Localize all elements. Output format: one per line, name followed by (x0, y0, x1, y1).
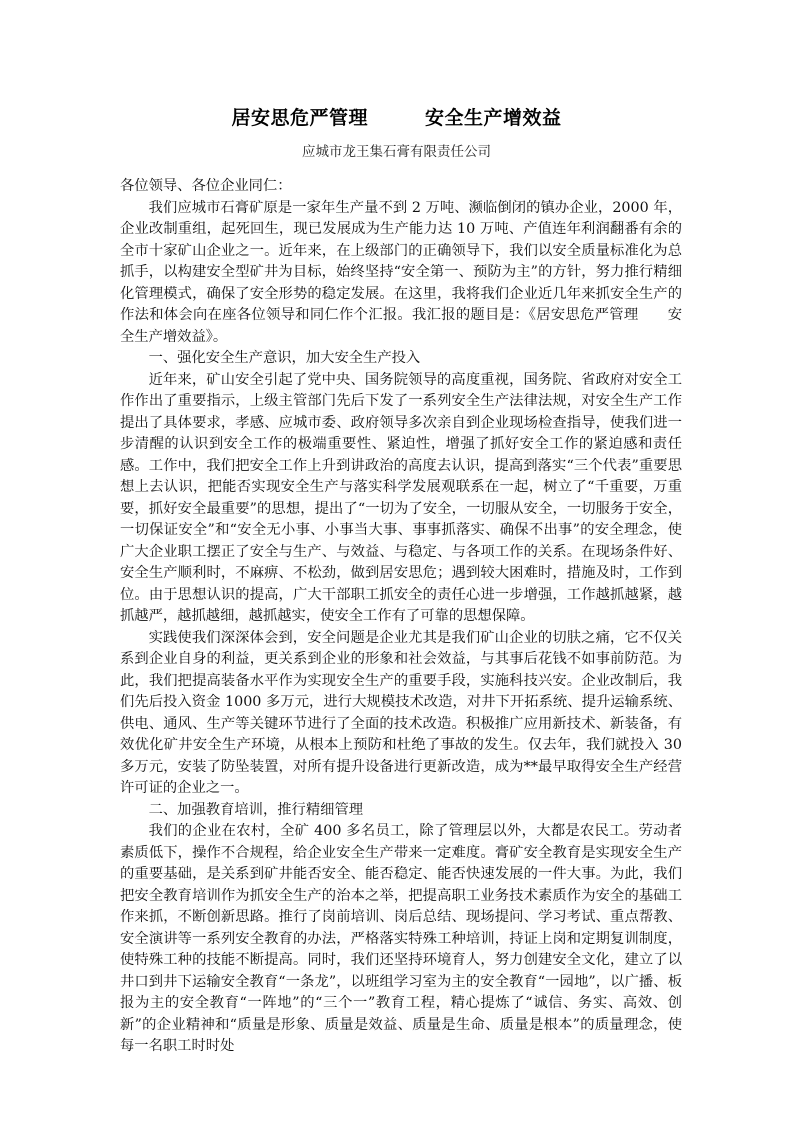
document-body (120, 176, 682, 1058)
salutation: 各位领导、各位企业同仁： (120, 178, 292, 194)
section-heading-1: 一、强化安全生产意识，加大安全生产投入 (148, 350, 421, 366)
document-subtitle-company: 应城市龙王集石膏有限责任公司 (302, 144, 491, 160)
paragraph-section1-investment: 实践使我们深深体会到，安全问题是企业尤其是我们矿山企业的切肤之痛，它不仅关系到企业自身的利益，更关系到企业的形象和社会效益，与其事后花钱不如事前防范。为此，我们把提高装备水平作为实现安全生产的重要手段，实施科技兴安。企业改制后，我们先后投入资金 1000 多万元，进行大规模技术改造，对井下开拓系统、提升运输系统、供电、通风、生产等关键环节进行了全面的技术改造。积极推广应用新技术、新装备，有效优化矿井安全生产环境，从根本上预防和杜绝了事故的发生。仅去年，我们就投入 30 多万元，安装了防坠装置，对所有提升设备进行更新改造，成为**最早取得安全生产经营许可证的企业之一。 (120, 629, 682, 796)
document-title: 居安思危严管理 安全生产增效益 (231, 107, 562, 129)
paragraph-intro: 我们应城市石膏矿原是一家年生产量不到 2 万吨、濒临倒闭的镇办企业，2000 年，企业改制重组，起死回生，现已发展成为生产能力达 10 万吨、产值连年利润翻番有余的全市十家矿山企业之一。近年来，在上级部门的正确领导下，我们以安全质量标准化为总抓手，以构建安全型矿井为目标，始终坚持“安全第一、预防为主”的方针，努力推行精细化管理模式，确保了安全形势的稳定发展。在这里，我将我们企业近几年来抓安全生产的作法和体会向在座各位领导和同仁作个汇报。我汇报的题目是：《居安思危严管理 安全生产增效益》。 (120, 199, 682, 345)
section-heading-2: 二、加强教育培训，推行精细管理 (148, 801, 364, 818)
paragraph-section1-awareness: 近年来，矿山安全引起了党中央、国务院领导的高度重视，国务院、省政府对安全工作作出了重要指示，上级主管部门先后下发了一系列安全生产法律法规，对安全生产工作提出了具体要求，孝感、应城市委、政府领导多次亲自到企业现场检查指导，使我们进一步清醒的认识到安全工作的极端重要性、紧迫性，增强了抓好安全工作的紧迫感和责任感。工作中，我们把安全工作上升到讲政治的高度去认识，提高到落实“三个代表”重要思想上去认识，把能否实现安全生产与落实科学发展观联系在一起，树立了“千重要，万重要，抓好安全最重要”的思想，提出了“一切为了安全，一切服从安全，一切服务于安全，一切保证安全”和“安全无小事、小事当大事、事事抓落实、确保不出事”的安全理念，使广大企业职工摆正了安全与生产、与效益、与稳定、与各项工作的关系。在现场条件好、安全生产顺利时，不麻痹、不松劲，做到居安思危；遇到较大困难时，措施及时，工作到位。由于思想认识的提高，广大干部职工抓安全的责任心进一步增强，工作越抓越紧，越抓越严，越抓越细，越抓越实，使安全工作有了可靠的思想保障。 (120, 371, 682, 624)
paragraph-section2-training: 我们的企业在农村，全矿 400 多名员工，除了管理层以外，大都是农民工。劳动者素质低下，操作不合规程，给企业安全生产带来一定难度。膏矿安全教育是实现安全生产的重要基础，是关系到矿井能否安全、能否稳定、能否快速发展的一件大事。为此，我们把安全教育培训作为抓安全生产的治本之举，把提高职工业务技术素质作为安全的基础工作来抓，不断创新思路。推行了岗前培训、岗后总结、现场提问、学习考试、重点帮教、安全演讲等一系列安全教育的办法，严格落实特殊工种培训，持证上岗和定期复训制度，使特殊工种的技能不断提高。同时，我们还坚持环境育人，努力创建安全文化，建立了以井口到井下运输安全教育“一条龙”，以班组学习室为主的安全教育“一园地”，以广播、板报为主的安全教育“一阵地”的“三个一”教育工程，精心提炼了“诚信、务实、高效、创新”的企业精神和“质量是形象、质量是效益、质量是生命、质量是根本”的质量理念，使每一名职工时时处 (120, 823, 682, 1054)
